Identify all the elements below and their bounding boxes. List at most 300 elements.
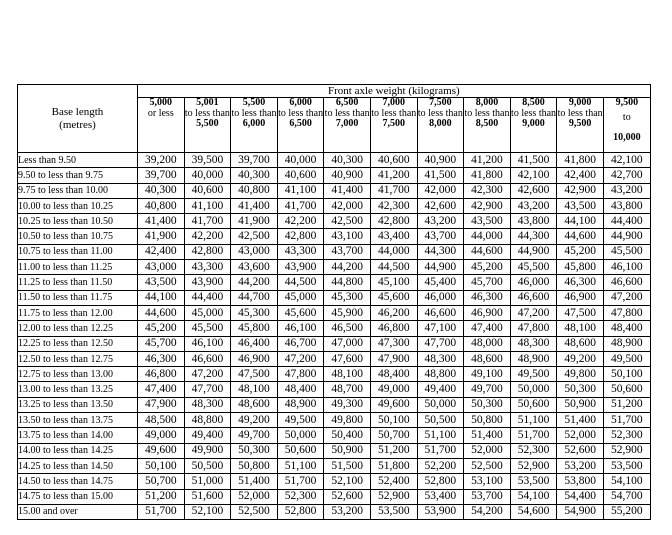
table-cell: 49,600	[138, 443, 185, 458]
table-cell: 50,300	[231, 443, 278, 458]
axle-weight-table	[17, 84, 651, 520]
column-header-from: 5,001	[196, 97, 219, 108]
table-cell: 46,900	[231, 351, 278, 366]
table-row	[18, 443, 651, 458]
row-label: 10.75 to less than 11.00	[18, 244, 138, 259]
table-cell: 48,600	[557, 336, 604, 351]
table-row	[18, 198, 651, 213]
table-cell: 54,600	[510, 504, 557, 519]
table-cell: 45,700	[464, 275, 511, 290]
table-cell: 49,000	[370, 382, 417, 397]
table-cell: 44,200	[231, 275, 278, 290]
column-header	[417, 98, 464, 153]
table-cell: 44,100	[557, 214, 604, 229]
table-cell: 44,100	[138, 290, 185, 305]
table-cell: 43,500	[138, 275, 185, 290]
table-cell: 51,400	[464, 428, 511, 443]
header-group-row	[18, 85, 651, 98]
table-cell: 42,200	[277, 214, 324, 229]
table-cell: 52,000	[464, 443, 511, 458]
table-cell: 42,200	[184, 229, 231, 244]
table-cell: 50,500	[417, 413, 464, 428]
column-header-connector: to	[622, 111, 631, 123]
table-cell: 53,700	[464, 489, 511, 504]
table-cell: 48,700	[324, 382, 371, 397]
column-header-to: 8,000	[429, 118, 452, 129]
table-cell: 54,900	[557, 504, 604, 519]
table-cell: 47,200	[184, 367, 231, 382]
row-label: 10.25 to less than 10.50	[18, 214, 138, 229]
column-header-from: 8,500	[522, 97, 545, 108]
table-cell: 50,900	[557, 397, 604, 412]
table-cell: 45,600	[277, 305, 324, 320]
table-cell: 52,500	[464, 458, 511, 473]
table-cell: 47,400	[138, 382, 185, 397]
table-cell: 45,800	[557, 260, 604, 275]
table-cell: 52,800	[277, 504, 324, 519]
table-cell: 47,900	[370, 351, 417, 366]
table-cell: 48,800	[417, 367, 464, 382]
table-cell: 45,900	[324, 305, 371, 320]
table-cell: 43,800	[510, 214, 557, 229]
table-cell: 50,800	[231, 458, 278, 473]
table-cell: 47,600	[324, 351, 371, 366]
table-cell: 41,400	[231, 198, 278, 213]
row-label: 12.25 to less than 12.50	[18, 336, 138, 351]
table-cell: 47,800	[603, 305, 650, 320]
table-cell: 44,600	[557, 229, 604, 244]
table-cell: 50,400	[324, 428, 371, 443]
table-cell: 51,100	[417, 428, 464, 443]
table-cell: 40,900	[417, 153, 464, 168]
table-cell: 54,200	[464, 504, 511, 519]
column-header-to: 9,500	[568, 118, 592, 129]
table-cell: 41,700	[370, 183, 417, 198]
base-length-header	[18, 85, 138, 153]
table-cell: 50,100	[138, 458, 185, 473]
row-label: Less than 9.50	[18, 153, 138, 168]
table-cell: 41,100	[184, 198, 231, 213]
table-cell: 51,100	[277, 458, 324, 473]
table-cell: 44,600	[464, 244, 511, 259]
table-cell: 48,900	[277, 397, 324, 412]
table-cell: 52,900	[510, 458, 557, 473]
table-cell: 41,200	[464, 153, 511, 168]
column-header-to: 5,500	[196, 118, 219, 129]
column-header-from: 6,500	[335, 97, 359, 108]
column-header-connector: to less than	[278, 107, 324, 119]
table-cell: 43,700	[324, 244, 371, 259]
table-cell: 44,200	[324, 260, 371, 275]
table-cell: 52,900	[603, 443, 650, 458]
table-cell: 53,500	[510, 474, 557, 489]
table-row	[18, 367, 651, 382]
table-cell: 42,300	[464, 183, 511, 198]
table-cell: 44,800	[324, 275, 371, 290]
table-cell: 48,900	[510, 351, 557, 366]
table-cell: 43,500	[464, 214, 511, 229]
front-axle-weight-header: Front axle weight (kilograms)	[138, 85, 651, 98]
table-cell: 41,700	[277, 198, 324, 213]
table-cell: 42,800	[370, 214, 417, 229]
table-cell: 51,600	[184, 489, 231, 504]
table-cell: 49,500	[510, 367, 557, 382]
table-cell: 45,200	[138, 321, 185, 336]
row-label: 11.25 to less than 11.50	[18, 275, 138, 290]
table-cell: 51,200	[370, 443, 417, 458]
table-cell: 46,300	[138, 351, 185, 366]
table-cell: 52,300	[603, 428, 650, 443]
table-cell: 43,800	[603, 198, 650, 213]
row-label: 9.50 to less than 9.75	[18, 168, 138, 183]
table-cell: 47,900	[138, 397, 185, 412]
table-cell: 52,300	[510, 443, 557, 458]
table-cell: 47,200	[603, 290, 650, 305]
table-cell: 50,800	[464, 413, 511, 428]
table-cell: 49,700	[231, 428, 278, 443]
column-header-from: 5,000	[149, 97, 173, 108]
table-cell: 39,700	[138, 168, 185, 183]
table-cell: 45,000	[184, 305, 231, 320]
table-cell: 44,500	[370, 260, 417, 275]
table-cell: 51,400	[231, 474, 278, 489]
table-cell: 49,400	[417, 382, 464, 397]
table-cell: 50,600	[510, 397, 557, 412]
table-cell: 50,600	[603, 382, 650, 397]
table-cell: 46,600	[603, 275, 650, 290]
table-cell: 49,700	[464, 382, 511, 397]
column-header-connector: to less than	[417, 107, 463, 119]
table-row	[18, 260, 651, 275]
table-cell: 44,500	[277, 275, 324, 290]
table-cell: 53,100	[464, 474, 511, 489]
table-cell: 43,500	[557, 198, 604, 213]
column-header	[184, 98, 231, 153]
table-cell: 47,800	[277, 367, 324, 382]
table-cell: 48,400	[370, 367, 417, 382]
table-cell: 43,900	[184, 275, 231, 290]
table-cell: 45,200	[464, 260, 511, 275]
table-cell: 43,400	[370, 229, 417, 244]
table-cell: 44,900	[417, 260, 464, 275]
table-cell: 45,000	[277, 290, 324, 305]
table-cell: 48,400	[603, 321, 650, 336]
row-label: 14.25 to less than 14.50	[18, 458, 138, 473]
column-header-to: 8,500	[475, 118, 499, 129]
table-cell: 51,800	[370, 458, 417, 473]
table-row	[18, 244, 651, 259]
table-cell: 52,600	[557, 443, 604, 458]
table-cell: 48,600	[464, 351, 511, 366]
table-cell: 50,000	[417, 397, 464, 412]
row-label: 10.50 to less than 10.75	[18, 229, 138, 244]
row-label: 14.50 to less than 14.75	[18, 474, 138, 489]
column-header-connector: to less than	[511, 107, 557, 119]
table-cell: 50,000	[510, 382, 557, 397]
table-cell: 39,200	[138, 153, 185, 168]
row-label: 14.75 to less than 15.00	[18, 489, 138, 504]
table-cell: 49,500	[603, 351, 650, 366]
table-cell: 46,800	[370, 321, 417, 336]
table-cell: 48,900	[603, 336, 650, 351]
table-cell: 50,300	[557, 382, 604, 397]
table-cell: 50,700	[138, 474, 185, 489]
table-cell: 42,100	[603, 153, 650, 168]
table-cell: 49,200	[557, 351, 604, 366]
column-header-to: 7,500	[382, 118, 406, 129]
column-header-connector: to less than	[184, 107, 230, 119]
column-header-connector: to less than	[231, 107, 277, 119]
table-cell: 46,000	[510, 275, 557, 290]
table-cell: 45,500	[603, 244, 650, 259]
table-body	[18, 153, 651, 520]
column-header	[324, 98, 371, 153]
table-cell: 54,100	[510, 489, 557, 504]
table-cell: 50,000	[277, 428, 324, 443]
table-cell: 49,500	[277, 413, 324, 428]
column-header	[603, 98, 650, 153]
table-cell: 52,500	[231, 504, 278, 519]
table-cell: 44,700	[231, 290, 278, 305]
column-header-from: 6,000	[289, 97, 312, 108]
table-cell: 43,000	[138, 260, 185, 275]
table-cell: 45,700	[138, 336, 185, 351]
table-cell: 41,500	[417, 168, 464, 183]
table-cell: 52,300	[277, 489, 324, 504]
row-label: 13.00 to less than 13.25	[18, 382, 138, 397]
table-cell: 39,500	[184, 153, 231, 168]
table-cell: 41,700	[184, 214, 231, 229]
table-cell: 52,000	[231, 489, 278, 504]
table-cell: 52,400	[370, 474, 417, 489]
table-cell: 42,600	[510, 183, 557, 198]
table-cell: 52,000	[557, 428, 604, 443]
table-cell: 51,100	[510, 413, 557, 428]
table-cell: 48,300	[184, 397, 231, 412]
table-cell: 45,100	[370, 275, 417, 290]
table-cell: 52,800	[417, 474, 464, 489]
table-cell: 48,600	[231, 397, 278, 412]
table-cell: 40,600	[370, 153, 417, 168]
table-cell: 46,100	[277, 321, 324, 336]
table-cell: 42,300	[370, 198, 417, 213]
table-cell: 47,400	[464, 321, 511, 336]
table-cell: 46,600	[184, 351, 231, 366]
table-cell: 44,000	[464, 229, 511, 244]
row-label: 9.75 to less than 10.00	[18, 183, 138, 198]
table-row	[18, 153, 651, 168]
table-cell: 53,500	[603, 458, 650, 473]
table-row	[18, 214, 651, 229]
column-header-to: 7,000	[335, 118, 359, 129]
row-label: 12.50 to less than 12.75	[18, 351, 138, 366]
table-cell: 41,800	[557, 153, 604, 168]
column-header-to: 10,000	[613, 132, 641, 143]
table-cell: 42,800	[277, 229, 324, 244]
table-cell: 41,500	[510, 153, 557, 168]
table-cell: 46,400	[231, 336, 278, 351]
table-cell: 47,100	[417, 321, 464, 336]
table-cell: 45,300	[324, 290, 371, 305]
table-cell: 54,700	[603, 489, 650, 504]
column-header	[510, 98, 557, 153]
table-cell: 40,000	[184, 168, 231, 183]
table-cell: 46,200	[370, 305, 417, 320]
table-row	[18, 321, 651, 336]
table-cell: 44,600	[138, 305, 185, 320]
table-cell: 45,200	[557, 244, 604, 259]
column-header	[557, 98, 604, 153]
table-cell: 44,400	[603, 214, 650, 229]
column-header	[464, 98, 511, 153]
table-cell: 43,300	[277, 244, 324, 259]
table-cell: 50,600	[277, 443, 324, 458]
table-cell: 41,400	[138, 214, 185, 229]
column-header-from: 8,000	[475, 97, 499, 108]
column-header	[231, 98, 278, 153]
table-cell: 50,700	[370, 428, 417, 443]
table-cell: 42,400	[557, 168, 604, 183]
table-cell: 49,100	[464, 367, 511, 382]
table-cell: 40,900	[324, 168, 371, 183]
table-cell: 43,600	[231, 260, 278, 275]
column-header-connector: to less than	[557, 107, 603, 119]
table-cell: 44,300	[417, 244, 464, 259]
table-cell: 41,200	[370, 168, 417, 183]
table-cell: 45,400	[417, 275, 464, 290]
table-cell: 44,900	[603, 229, 650, 244]
table-cell: 46,900	[464, 305, 511, 320]
table-cell: 50,100	[603, 367, 650, 382]
table-cell: 47,700	[184, 382, 231, 397]
table-cell: 47,800	[510, 321, 557, 336]
table-cell: 40,300	[231, 168, 278, 183]
table-cell: 50,900	[324, 443, 371, 458]
table-cell: 49,800	[324, 413, 371, 428]
table-cell: 47,200	[510, 305, 557, 320]
table-cell: 43,200	[603, 183, 650, 198]
table-cell: 51,700	[138, 504, 185, 519]
table-cell: 47,200	[277, 351, 324, 366]
table-cell: 48,300	[417, 351, 464, 366]
table-cell: 48,500	[138, 413, 185, 428]
table-row	[18, 290, 651, 305]
table-cell: 44,300	[510, 229, 557, 244]
table-cell: 46,000	[417, 290, 464, 305]
table-row	[18, 397, 651, 412]
table-cell: 55,200	[603, 504, 650, 519]
table-cell: 50,300	[464, 397, 511, 412]
table-row	[18, 305, 651, 320]
column-header-connector: to less than	[324, 107, 370, 119]
table-cell: 51,400	[557, 413, 604, 428]
table-cell: 47,500	[231, 367, 278, 382]
table-cell: 42,900	[464, 198, 511, 213]
row-label: 12.75 to less than 13.00	[18, 367, 138, 382]
table-cell: 47,300	[370, 336, 417, 351]
table-cell: 43,900	[277, 260, 324, 275]
column-header-connector: to less than	[464, 107, 510, 119]
table-cell: 46,300	[557, 275, 604, 290]
table-cell: 51,700	[277, 474, 324, 489]
table-cell: 43,200	[417, 214, 464, 229]
table-cell: 48,300	[510, 336, 557, 351]
table-cell: 47,000	[324, 336, 371, 351]
table-row	[18, 413, 651, 428]
table-cell: 46,100	[184, 336, 231, 351]
table-cell: 42,500	[231, 229, 278, 244]
table-cell: 52,900	[370, 489, 417, 504]
table-row	[18, 489, 651, 504]
table-cell: 42,500	[324, 214, 371, 229]
table-cell: 40,600	[184, 183, 231, 198]
table-row	[18, 275, 651, 290]
row-label: 13.50 to less than 13.75	[18, 413, 138, 428]
table-cell: 53,200	[557, 458, 604, 473]
table-cell: 48,800	[184, 413, 231, 428]
row-label: 13.75 to less than 14.00	[18, 428, 138, 443]
table-row	[18, 229, 651, 244]
column-header-from: 5,500	[242, 97, 266, 108]
table-cell: 51,200	[603, 397, 650, 412]
table-cell: 41,900	[231, 214, 278, 229]
row-label: 10.00 to less than 10.25	[18, 198, 138, 213]
table-cell: 54,400	[557, 489, 604, 504]
table-cell: 45,600	[370, 290, 417, 305]
column-header-from: 7,000	[382, 97, 406, 108]
table-cell: 52,600	[324, 489, 371, 504]
table-cell: 42,400	[138, 244, 185, 259]
table-cell: 42,600	[417, 198, 464, 213]
table-cell: 48,100	[324, 367, 371, 382]
table-cell: 46,700	[277, 336, 324, 351]
table-row	[18, 504, 651, 519]
table-cell: 45,300	[231, 305, 278, 320]
column-header-from: 9,000	[568, 97, 592, 108]
table-cell: 42,900	[557, 183, 604, 198]
table-row	[18, 382, 651, 397]
table-cell: 47,500	[557, 305, 604, 320]
column-header-connector: or less	[147, 107, 174, 119]
table-cell: 41,100	[277, 183, 324, 198]
table-cell: 44,000	[370, 244, 417, 259]
table-cell: 51,700	[603, 413, 650, 428]
table-cell: 46,500	[324, 321, 371, 336]
table-cell: 49,300	[324, 397, 371, 412]
table-row	[18, 183, 651, 198]
column-header-from: 7,500	[429, 97, 452, 108]
table-cell: 53,900	[417, 504, 464, 519]
table-cell: 40,800	[138, 198, 185, 213]
table-cell: 44,400	[184, 290, 231, 305]
table-cell: 42,000	[324, 198, 371, 213]
base-length-header-text: Base length (metres)	[51, 105, 104, 131]
table-row	[18, 474, 651, 489]
table-cell: 45,500	[184, 321, 231, 336]
table-cell: 48,100	[231, 382, 278, 397]
table-cell: 43,100	[324, 229, 371, 244]
column-header-to: 6,500	[289, 118, 312, 129]
table-cell: 40,800	[231, 183, 278, 198]
table-cell: 46,600	[510, 290, 557, 305]
table-cell: 42,700	[603, 168, 650, 183]
table-cell: 49,400	[184, 428, 231, 443]
table-cell: 50,500	[184, 458, 231, 473]
table-cell: 43,000	[231, 244, 278, 259]
table-cell: 41,900	[138, 229, 185, 244]
row-label: 13.25 to less than 13.50	[18, 397, 138, 412]
row-label: 14.00 to less than 14.25	[18, 443, 138, 458]
